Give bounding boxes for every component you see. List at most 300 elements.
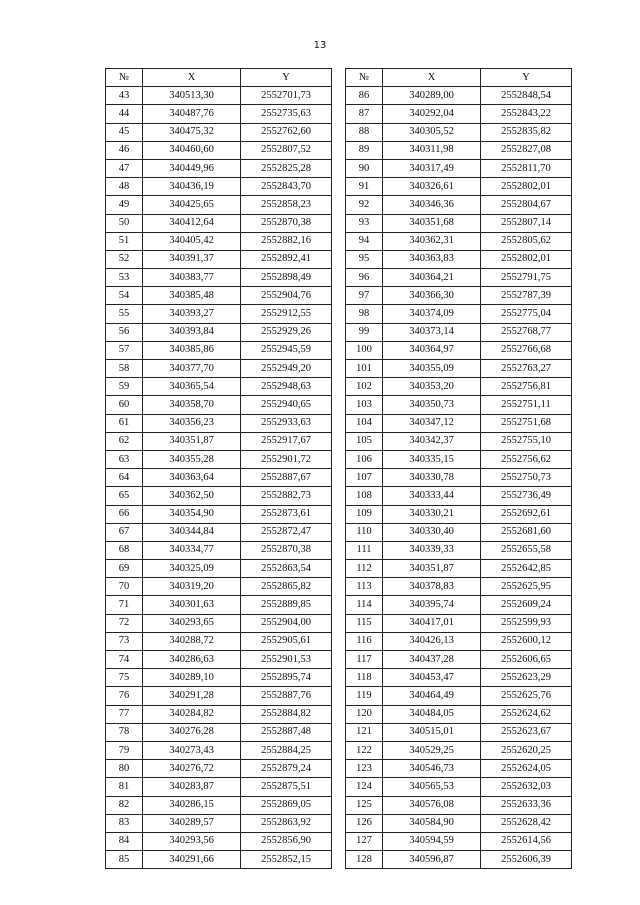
coord-x-right: 340594,59 (383, 832, 481, 850)
coord-y-left: 2552873,61 (241, 505, 332, 523)
point-number-right: 87 (346, 105, 383, 123)
point-number-right: 91 (346, 178, 383, 196)
coord-x-right: 340351,68 (383, 214, 481, 232)
column-gap (332, 796, 346, 814)
header-no-right: № (346, 69, 383, 87)
coord-x-right: 340515,01 (383, 723, 481, 741)
coord-y-right: 2552606,65 (481, 651, 572, 669)
point-number-right: 119 (346, 687, 383, 705)
coord-y-right: 2552768,77 (481, 323, 572, 341)
coord-x-right: 340333,44 (383, 487, 481, 505)
point-number-left: 69 (106, 560, 143, 578)
coord-x-left: 340487,76 (143, 105, 241, 123)
coord-y-left: 2552701,73 (241, 87, 332, 105)
coord-y-right: 2552787,39 (481, 287, 572, 305)
point-number-right: 104 (346, 414, 383, 432)
column-gap (332, 578, 346, 596)
coord-x-right: 340355,09 (383, 360, 481, 378)
coord-y-right: 2552811,70 (481, 159, 572, 177)
point-number-left: 44 (106, 105, 143, 123)
point-number-right: 98 (346, 305, 383, 323)
coord-x-left: 340276,28 (143, 723, 241, 741)
page-number: 13 (313, 40, 327, 51)
coord-y-right: 2552624,05 (481, 760, 572, 778)
point-number-right: 118 (346, 669, 383, 687)
column-gap (332, 323, 346, 341)
table-row (106, 760, 572, 778)
point-number-left: 74 (106, 651, 143, 669)
coord-y-right: 2552614,56 (481, 832, 572, 850)
coord-y-right: 2552848,54 (481, 87, 572, 105)
coord-x-left: 340325,09 (143, 560, 241, 578)
coord-y-left: 2552901,53 (241, 651, 332, 669)
coord-x-left: 340291,66 (143, 851, 241, 869)
coord-y-left: 2552917,67 (241, 432, 332, 450)
column-gap (332, 378, 346, 396)
coord-y-left: 2552879,24 (241, 760, 332, 778)
table-row (106, 141, 572, 159)
column-gap (332, 414, 346, 432)
table-row (106, 87, 572, 105)
coord-y-left: 2552929,26 (241, 323, 332, 341)
column-gap (332, 178, 346, 196)
point-number-right: 94 (346, 232, 383, 250)
column-gap (332, 305, 346, 323)
column-gap (332, 105, 346, 123)
point-number-left: 77 (106, 705, 143, 723)
coord-y-right: 2552620,25 (481, 741, 572, 759)
coord-x-right: 340374,09 (383, 305, 481, 323)
point-number-left: 65 (106, 487, 143, 505)
column-gap (332, 196, 346, 214)
coord-x-left: 340351,87 (143, 432, 241, 450)
coord-y-left: 2552892,41 (241, 250, 332, 268)
coord-x-left: 340385,86 (143, 341, 241, 359)
point-number-left: 66 (106, 505, 143, 523)
table-row (106, 651, 572, 669)
coord-x-left: 340301,63 (143, 596, 241, 614)
coord-x-left: 340377,70 (143, 360, 241, 378)
point-number-left: 61 (106, 414, 143, 432)
coord-x-right: 340366,30 (383, 287, 481, 305)
coord-y-left: 2552898,49 (241, 269, 332, 287)
coord-x-right: 340330,78 (383, 469, 481, 487)
table-row (106, 323, 572, 341)
coord-y-left: 2552858,23 (241, 196, 332, 214)
point-number-left: 45 (106, 123, 143, 141)
column-gap (332, 141, 346, 159)
table-row (106, 178, 572, 196)
table-row (106, 596, 572, 614)
point-number-left: 48 (106, 178, 143, 196)
table-row (106, 341, 572, 359)
coord-x-left: 340286,63 (143, 651, 241, 669)
point-number-left: 75 (106, 669, 143, 687)
point-number-left: 50 (106, 214, 143, 232)
coord-y-left: 2552912,55 (241, 305, 332, 323)
coord-x-right: 340335,15 (383, 450, 481, 468)
coord-y-right: 2552804,67 (481, 196, 572, 214)
table-row (106, 159, 572, 177)
column-gap (332, 741, 346, 759)
header-x-right: X (383, 69, 481, 87)
point-number-right: 105 (346, 432, 383, 450)
point-number-left: 56 (106, 323, 143, 341)
coord-x-left: 340391,37 (143, 250, 241, 268)
column-gap (332, 851, 346, 869)
point-number-right: 113 (346, 578, 383, 596)
point-number-right: 121 (346, 723, 383, 741)
point-number-right: 112 (346, 560, 383, 578)
table-row (106, 541, 572, 559)
point-number-left: 43 (106, 87, 143, 105)
coord-y-right: 2552751,11 (481, 396, 572, 414)
coord-x-left: 340449,96 (143, 159, 241, 177)
column-gap (332, 487, 346, 505)
coord-x-right: 340346,36 (383, 196, 481, 214)
point-number-right: 95 (346, 250, 383, 268)
table-row (106, 505, 572, 523)
point-number-left: 49 (106, 196, 143, 214)
point-number-left: 78 (106, 723, 143, 741)
point-number-right: 115 (346, 614, 383, 632)
point-number-right: 127 (346, 832, 383, 850)
coord-x-right: 340373,14 (383, 323, 481, 341)
table-body (106, 87, 572, 869)
coord-y-left: 2552901,72 (241, 450, 332, 468)
table-row (106, 232, 572, 250)
column-gap (332, 614, 346, 632)
point-number-left: 84 (106, 832, 143, 850)
coord-y-right: 2552642,85 (481, 560, 572, 578)
coord-x-left: 340319,20 (143, 578, 241, 596)
coord-x-left: 340283,87 (143, 778, 241, 796)
column-gap (332, 705, 346, 723)
point-number-left: 83 (106, 814, 143, 832)
coord-x-left: 340356,23 (143, 414, 241, 432)
point-number-right: 99 (346, 323, 383, 341)
column-gap (332, 560, 346, 578)
point-number-right: 100 (346, 341, 383, 359)
point-number-left: 51 (106, 232, 143, 250)
point-number-right: 117 (346, 651, 383, 669)
point-number-left: 62 (106, 432, 143, 450)
coord-x-left: 340289,57 (143, 814, 241, 832)
coord-y-left: 2552887,67 (241, 469, 332, 487)
coord-y-left: 2552807,52 (241, 141, 332, 159)
coordinates-table (105, 68, 572, 869)
coord-x-left: 340293,65 (143, 614, 241, 632)
point-number-left: 58 (106, 360, 143, 378)
point-number-left: 80 (106, 760, 143, 778)
column-gap (332, 632, 346, 650)
coord-x-right: 340395,74 (383, 596, 481, 614)
point-number-right: 86 (346, 87, 383, 105)
coord-x-right: 340305,52 (383, 123, 481, 141)
coord-x-left: 340405,42 (143, 232, 241, 250)
coord-x-right: 340378,83 (383, 578, 481, 596)
column-gap (332, 687, 346, 705)
coord-x-left: 340355,28 (143, 450, 241, 468)
coord-y-left: 2552872,47 (241, 523, 332, 541)
coord-x-left: 340363,64 (143, 469, 241, 487)
column-gap (332, 360, 346, 378)
point-number-right: 125 (346, 796, 383, 814)
coord-y-left: 2552945,59 (241, 341, 332, 359)
point-number-left: 67 (106, 523, 143, 541)
coord-x-left: 340365,54 (143, 378, 241, 396)
point-number-right: 107 (346, 469, 383, 487)
coord-y-right: 2552756,81 (481, 378, 572, 396)
point-number-left: 52 (106, 250, 143, 268)
point-number-right: 89 (346, 141, 383, 159)
column-gap (332, 396, 346, 414)
table-row (106, 778, 572, 796)
coord-x-left: 340276,72 (143, 760, 241, 778)
table-row (106, 396, 572, 414)
coord-y-left: 2552882,16 (241, 232, 332, 250)
coord-y-right: 2552763,27 (481, 360, 572, 378)
coord-y-right: 2552756,62 (481, 450, 572, 468)
coord-y-left: 2552948,63 (241, 378, 332, 396)
coord-x-right: 340426,13 (383, 632, 481, 650)
coord-x-right: 340289,00 (383, 87, 481, 105)
coord-y-right: 2552600,12 (481, 632, 572, 650)
point-number-left: 73 (106, 632, 143, 650)
coord-y-left: 2552843,70 (241, 178, 332, 196)
column-gap (332, 814, 346, 832)
point-number-left: 59 (106, 378, 143, 396)
point-number-left: 85 (106, 851, 143, 869)
point-number-right: 126 (346, 814, 383, 832)
point-number-right: 90 (346, 159, 383, 177)
coord-y-right: 2552843,22 (481, 105, 572, 123)
coord-x-right: 340363,83 (383, 250, 481, 268)
table-row (106, 487, 572, 505)
coord-x-left: 340475,32 (143, 123, 241, 141)
column-gap (332, 760, 346, 778)
table-row (106, 523, 572, 541)
point-number-left: 63 (106, 450, 143, 468)
coord-y-left: 2552863,92 (241, 814, 332, 832)
column-gap (332, 250, 346, 268)
coord-y-right: 2552623,29 (481, 669, 572, 687)
point-number-right: 88 (346, 123, 383, 141)
table-row (106, 723, 572, 741)
point-number-right: 93 (346, 214, 383, 232)
coord-x-left: 340288,72 (143, 632, 241, 650)
coord-y-right: 2552692,61 (481, 505, 572, 523)
point-number-right: 96 (346, 269, 383, 287)
coord-y-right: 2552606,39 (481, 851, 572, 869)
point-number-right: 116 (346, 632, 383, 650)
column-gap (332, 469, 346, 487)
column-gap (332, 69, 346, 87)
coord-x-left: 340293,56 (143, 832, 241, 850)
coord-x-right: 340546,73 (383, 760, 481, 778)
column-gap (332, 723, 346, 741)
column-gap (332, 778, 346, 796)
table-row (106, 669, 572, 687)
coord-x-right: 340453,47 (383, 669, 481, 687)
coord-y-left: 2552904,00 (241, 614, 332, 632)
coord-y-right: 2552775,04 (481, 305, 572, 323)
coord-x-right: 340364,21 (383, 269, 481, 287)
point-number-left: 76 (106, 687, 143, 705)
coord-y-left: 2552904,76 (241, 287, 332, 305)
point-number-right: 92 (346, 196, 383, 214)
table-row (106, 741, 572, 759)
coord-x-right: 340347,12 (383, 414, 481, 432)
column-gap (332, 596, 346, 614)
column-gap (332, 269, 346, 287)
column-gap (332, 232, 346, 250)
coord-y-right: 2552807,14 (481, 214, 572, 232)
header-y-left: Y (241, 69, 332, 87)
coord-x-right: 340362,31 (383, 232, 481, 250)
coord-x-left: 340354,90 (143, 505, 241, 523)
table-row (106, 360, 572, 378)
point-number-right: 106 (346, 450, 383, 468)
coord-y-left: 2552762,60 (241, 123, 332, 141)
point-number-left: 54 (106, 287, 143, 305)
table-row (106, 851, 572, 869)
table-row (106, 705, 572, 723)
header-no-left: № (106, 69, 143, 87)
point-number-right: 128 (346, 851, 383, 869)
coord-y-right: 2552609,24 (481, 596, 572, 614)
coord-x-right: 340437,28 (383, 651, 481, 669)
table-row (106, 614, 572, 632)
coord-x-right: 340317,49 (383, 159, 481, 177)
coord-x-right: 340351,87 (383, 560, 481, 578)
coord-x-right: 340326,61 (383, 178, 481, 196)
coord-y-left: 2552887,76 (241, 687, 332, 705)
coord-y-left: 2552895,74 (241, 669, 332, 687)
coord-y-left: 2552884,82 (241, 705, 332, 723)
coord-y-left: 2552940,65 (241, 396, 332, 414)
coord-x-left: 340362,50 (143, 487, 241, 505)
coord-y-right: 2552802,01 (481, 178, 572, 196)
coord-y-left: 2552882,73 (241, 487, 332, 505)
point-number-left: 70 (106, 578, 143, 596)
coord-x-left: 340393,27 (143, 305, 241, 323)
coord-y-left: 2552933,63 (241, 414, 332, 432)
table-row (106, 378, 572, 396)
table-row (106, 196, 572, 214)
coord-y-right: 2552751,68 (481, 414, 572, 432)
coord-y-left: 2552865,82 (241, 578, 332, 596)
column-gap (332, 541, 346, 559)
coord-x-left: 340344,84 (143, 523, 241, 541)
column-gap (332, 669, 346, 687)
column-gap (332, 832, 346, 850)
table-row (106, 814, 572, 832)
coord-x-left: 340412,64 (143, 214, 241, 232)
coord-x-right: 340330,40 (383, 523, 481, 541)
coord-y-right: 2552628,42 (481, 814, 572, 832)
table-row (106, 123, 572, 141)
table-row (106, 687, 572, 705)
table-row (106, 414, 572, 432)
coord-y-right: 2552805,62 (481, 232, 572, 250)
coord-y-right: 2552827,08 (481, 141, 572, 159)
coord-x-left: 340460,60 (143, 141, 241, 159)
coord-x-left: 340436,19 (143, 178, 241, 196)
coord-x-right: 340330,21 (383, 505, 481, 523)
table-row (106, 450, 572, 468)
point-number-left: 68 (106, 541, 143, 559)
coord-x-right: 340417,01 (383, 614, 481, 632)
coord-x-left: 340425,65 (143, 196, 241, 214)
column-gap (332, 287, 346, 305)
point-number-right: 110 (346, 523, 383, 541)
column-gap (332, 505, 346, 523)
coord-y-left: 2552949,20 (241, 360, 332, 378)
coord-x-right: 340576,08 (383, 796, 481, 814)
column-gap (332, 159, 346, 177)
coord-x-left: 340289,10 (143, 669, 241, 687)
point-number-left: 81 (106, 778, 143, 796)
coord-x-right: 340311,98 (383, 141, 481, 159)
point-number-left: 82 (106, 796, 143, 814)
coord-y-right: 2552625,76 (481, 687, 572, 705)
point-number-right: 108 (346, 487, 383, 505)
column-gap (332, 651, 346, 669)
point-number-right: 103 (346, 396, 383, 414)
coord-y-right: 2552802,01 (481, 250, 572, 268)
coord-x-left: 340334,77 (143, 541, 241, 559)
table-row (106, 287, 572, 305)
coord-y-right: 2552766,68 (481, 341, 572, 359)
table-row (106, 469, 572, 487)
coord-x-right: 340342,37 (383, 432, 481, 450)
coord-x-right: 340464,49 (383, 687, 481, 705)
coord-y-left: 2552875,51 (241, 778, 332, 796)
table-row (106, 214, 572, 232)
coord-y-right: 2552624,62 (481, 705, 572, 723)
point-number-right: 124 (346, 778, 383, 796)
point-number-right: 97 (346, 287, 383, 305)
coord-y-left: 2552856,90 (241, 832, 332, 850)
column-gap (332, 450, 346, 468)
coord-y-right: 2552736,49 (481, 487, 572, 505)
coord-x-left: 340513,30 (143, 87, 241, 105)
point-number-right: 101 (346, 360, 383, 378)
table-row (106, 632, 572, 650)
table-row (106, 105, 572, 123)
coord-x-right: 340484,05 (383, 705, 481, 723)
coord-x-left: 340284,82 (143, 705, 241, 723)
coord-y-left: 2552905,61 (241, 632, 332, 650)
coord-x-left: 340273,43 (143, 741, 241, 759)
point-number-left: 72 (106, 614, 143, 632)
column-gap (332, 432, 346, 450)
point-number-right: 109 (346, 505, 383, 523)
table-header-row (106, 69, 572, 87)
coord-y-right: 2552681,60 (481, 523, 572, 541)
coord-x-left: 340291,28 (143, 687, 241, 705)
coord-y-left: 2552869,05 (241, 796, 332, 814)
coord-x-right: 340596,87 (383, 851, 481, 869)
point-number-right: 122 (346, 741, 383, 759)
point-number-right: 123 (346, 760, 383, 778)
point-number-right: 120 (346, 705, 383, 723)
coord-y-left: 2552735,63 (241, 105, 332, 123)
point-number-left: 57 (106, 341, 143, 359)
column-gap (332, 523, 346, 541)
coord-x-right: 340339,33 (383, 541, 481, 559)
